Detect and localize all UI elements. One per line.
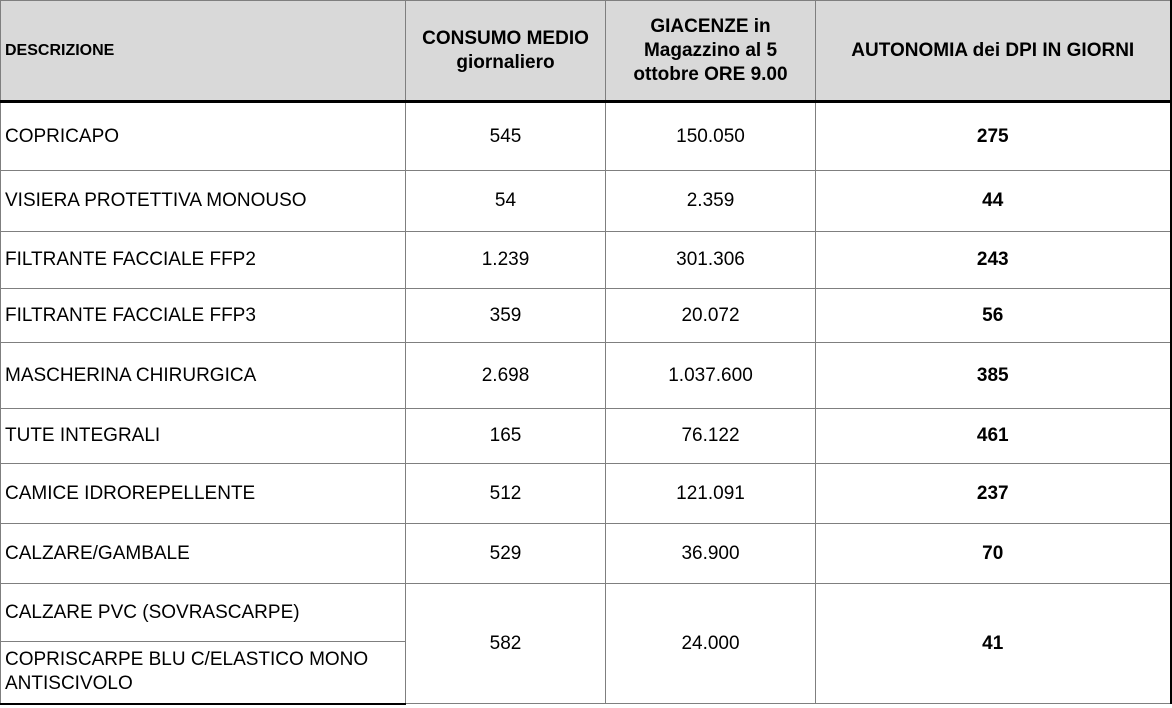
- cell-descrizione: CALZARE PVC (SOVRASCARPE): [1, 584, 406, 642]
- cell-autonomia: 56: [816, 289, 1171, 343]
- cell-autonomia: 44: [816, 171, 1171, 232]
- table-row: [1, 343, 1171, 409]
- cell-autonomia-merged: 41: [816, 584, 1171, 704]
- cell-consumo: 2.698: [406, 343, 606, 409]
- cell-descrizione: CAMICE IDROREPELLENTE: [1, 464, 406, 524]
- cell-giacenze: 150.050: [606, 102, 816, 171]
- cell-descrizione: FILTRANTE FACCIALE FFP3: [1, 289, 406, 343]
- table-row: [1, 524, 1171, 584]
- cell-autonomia: 243: [816, 232, 1171, 289]
- cell-consumo: 512: [406, 464, 606, 524]
- header-giacenze: GIACENZE in Magazzino al 5 ottobre ORE 9.00: [606, 1, 816, 102]
- table-row: [1, 171, 1171, 232]
- cell-autonomia: 70: [816, 524, 1171, 584]
- cell-descrizione: FILTRANTE FACCIALE FFP2: [1, 232, 406, 289]
- cell-descrizione: COPRISCARPE BLU C/ELASTICO MONO ANTISCIVOLO: [1, 642, 406, 704]
- cell-descrizione: VISIERA PROTETTIVA MONOUSO: [1, 171, 406, 232]
- cell-consumo: 359: [406, 289, 606, 343]
- cell-consumo: 545: [406, 102, 606, 171]
- cell-giacenze: 36.900: [606, 524, 816, 584]
- cell-autonomia: 275: [816, 102, 1171, 171]
- table-row: [1, 464, 1171, 524]
- cell-giacenze: 2.359: [606, 171, 816, 232]
- cell-descrizione: COPRICAPO: [1, 102, 406, 171]
- cell-autonomia: 385: [816, 343, 1171, 409]
- cell-descrizione: CALZARE/GAMBALE: [1, 524, 406, 584]
- cell-giacenze: 1.037.600: [606, 343, 816, 409]
- table-row: [1, 409, 1171, 464]
- cell-giacenze: 20.072: [606, 289, 816, 343]
- table-row-merged-1: [1, 584, 1171, 642]
- header-consumo-medio: CONSUMO MEDIO giornaliero: [406, 1, 606, 102]
- cell-autonomia: 461: [816, 409, 1171, 464]
- header-row: [1, 1, 1171, 102]
- header-autonomia: AUTONOMIA dei DPI IN GIORNI: [816, 1, 1171, 102]
- cell-descrizione: MASCHERINA CHIRURGICA: [1, 343, 406, 409]
- cell-consumo-merged: 582: [406, 584, 606, 704]
- table-row: [1, 289, 1171, 343]
- cell-consumo: 529: [406, 524, 606, 584]
- cell-giacenze-merged: 24.000: [606, 584, 816, 704]
- table-row: [1, 232, 1171, 289]
- header-descrizione: DESCRIZIONE: [1, 1, 406, 102]
- cell-consumo: 1.239: [406, 232, 606, 289]
- table-row: [1, 102, 1171, 171]
- cell-giacenze: 121.091: [606, 464, 816, 524]
- cell-consumo: 165: [406, 409, 606, 464]
- cell-descrizione: TUTE INTEGRALI: [1, 409, 406, 464]
- cell-giacenze: 76.122: [606, 409, 816, 464]
- cell-autonomia: 237: [816, 464, 1171, 524]
- cell-giacenze: 301.306: [606, 232, 816, 289]
- cell-consumo: 54: [406, 171, 606, 232]
